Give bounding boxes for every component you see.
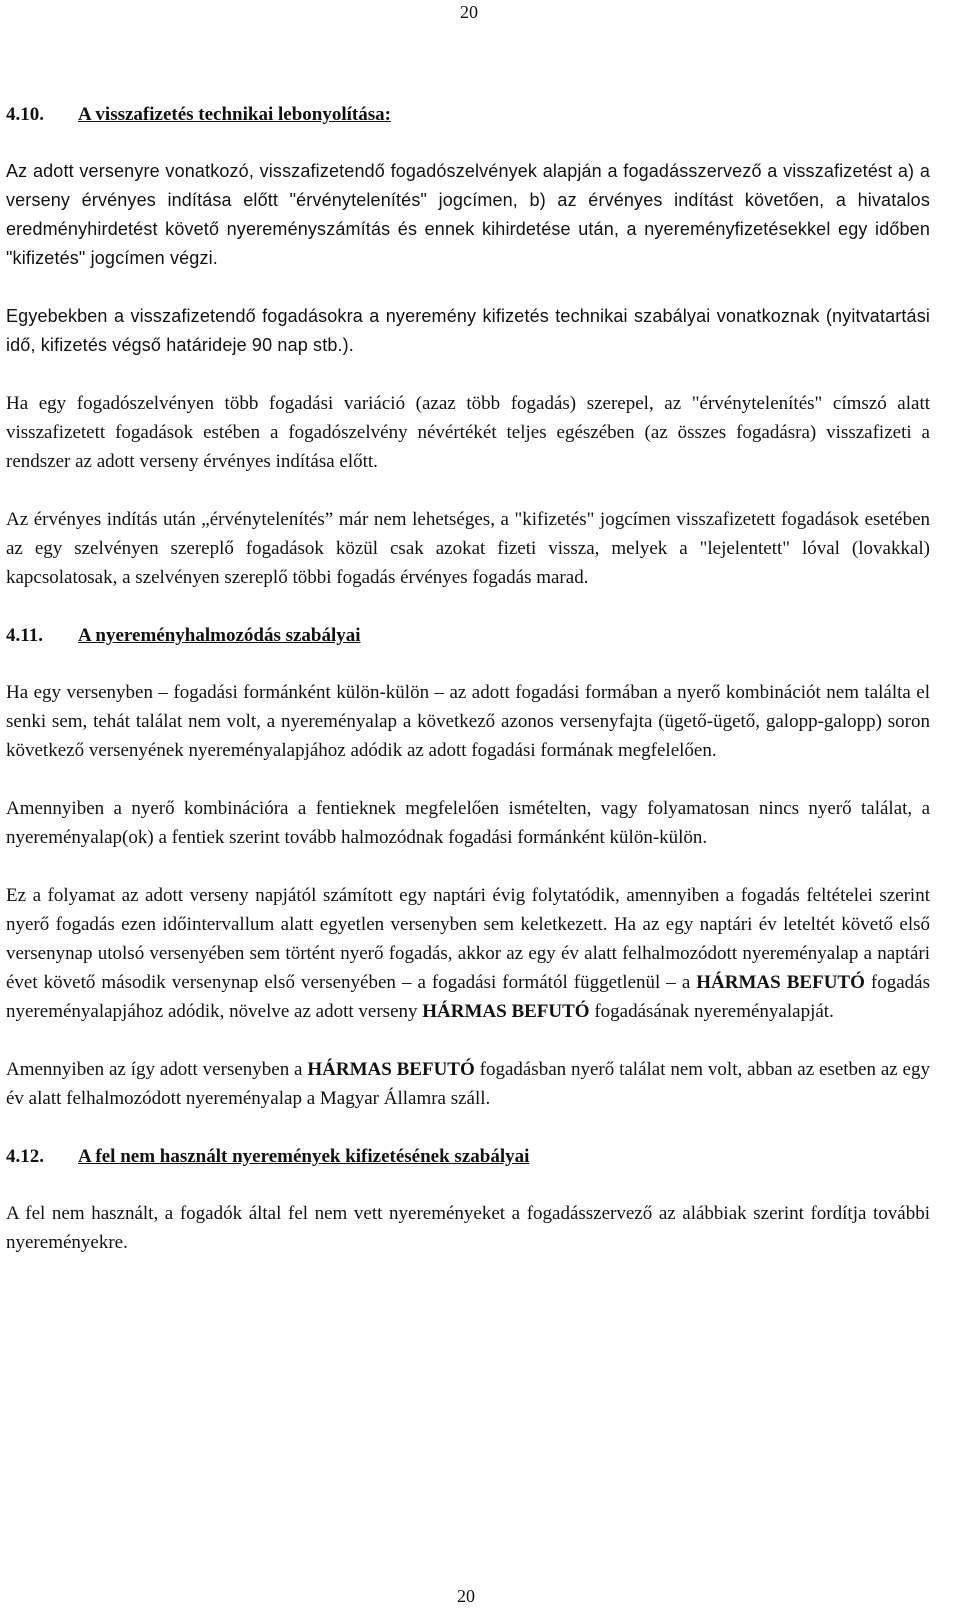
paragraph: Az adott versenyre vonatkozó, visszafizetendő fogadószelvények alapján a fogadásszervező a visszafizetést a) a verseny érvényes indítása előtt "érvénytelenítés" jogcímen, b) az érvényes indítást követően, a hivatalos eredményhirdetést követő nyereményszámítás és ennek kihirdetése után, a nyereményfizetésekkel egy időben "kifizetés" jogcímen végzi. — [6, 161, 930, 268]
page-number-bottom: 20 — [457, 1586, 475, 1606]
section-title: A visszafizetés technikai lebonyolítása: — [78, 104, 391, 125]
emphasis: HÁRMAS BEFUTÓ — [422, 1001, 590, 1022]
text-run: Ez a folyamat az adott verseny napjától számított egy naptári évig folytatódik, amennyiben a fogadás feltételei szerint nyerő fogadás ezen időintervallum alatt egyetlen versenyben sem keletkezett. Ha az egy naptári év leteltét követő első versenynap utolsó versenyében sem történt nyerő fogadás, akkor az egy év alatt felhalmozódott nyereményalap a naptári évet követő második versenynap első versenyében – a fogadási formától függetlenül – a — [6, 885, 930, 993]
text-run: Amennyiben az így adott versenyben a — [6, 1059, 308, 1080]
section-heading-411 — [6, 621, 930, 650]
paragraph: Egyebekben a visszafizetendő fogadásokra a nyeremény kifizetés technikai szabályai vonatkoznak (nyitvatartási idő, kifizetés végső határideje 90 nap stb.). — [6, 306, 930, 355]
section-number: 4.10. — [6, 104, 44, 125]
paragraph: A fel nem használt, a fogadók által fel nem vett nyereményeket a fogadásszervező az alábbiak szerint fordítja további nyereményekre. — [6, 1203, 930, 1253]
page-number-top: 20 — [460, 2, 478, 22]
paragraph: Ha egy fogadószelvényen több fogadási variáció (azaz több fogadás) szerepel, az "érvénytelenítés" címszó alatt visszafizetett fogadások estében a fogadószelvény névértékét teljes egészében (az összes fogadásra) visszafizeti a rendszer az adott verseny érvényes indítása előtt. — [6, 393, 930, 472]
paragraph: Amennyiben a nyerő kombinációra a fentieknek megfelelően ismételten, vagy folyamatosan nincs nyerő találat, a nyereményalap(ok) a fentiek szerint tovább halmozódnak fogadási formánként külön-külön. — [6, 798, 930, 848]
document-body — [6, 100, 930, 1257]
section-heading-412 — [6, 1142, 930, 1171]
paragraph: Ha egy versenyben – fogadási formánként külön-külön – az adott fogadási formában a nyerő kombinációt nem találta el senki sem, tehát találat nem volt, a nyereményalap a következő azonos versenyfajta (ügető-ügető, galopp-galopp) soron következő versenyének nyereményalapjához adódik az adott fogadási formának megfelelően. — [6, 682, 930, 761]
text-run: fogadás nyereményalapjához adódik, növelve az adott verseny — [6, 972, 930, 1022]
emphasis: HÁRMAS BEFUTÓ — [307, 1059, 475, 1080]
emphasis: HÁRMAS BEFUTÓ — [696, 972, 865, 993]
section-heading-410 — [6, 100, 930, 129]
section-number: 4.12. — [6, 1146, 44, 1167]
paragraph — [6, 881, 930, 1026]
text-run: fogadásának nyereményalapját. — [589, 1001, 834, 1022]
section-number: 4.11. — [6, 625, 43, 646]
section-title: A nyereményhalmozódás szabályai — [78, 625, 361, 646]
section-title: A fel nem használt nyeremények kifizetésének szabályai — [78, 1146, 530, 1167]
text-run: fogadásban nyerő találat nem volt, abban az esetben az egy év alatt felhalmozódott nyereményalap a Magyar Államra száll. — [6, 1059, 930, 1109]
paragraph — [6, 1055, 930, 1113]
paragraph: Az érvényes indítás után „érvénytelenítés” már nem lehetséges, a "kifizetés" jogcímen visszafizetett fogadások esetében az egy szelvényen szereplő fogadások közül csak azokat fizeti vissza, melyek a "lejelentett" lóval (lovakkal) kapcsolatosak, a szelvényen szereplő többi fogadás érvényes fogadás marad. — [6, 509, 930, 588]
